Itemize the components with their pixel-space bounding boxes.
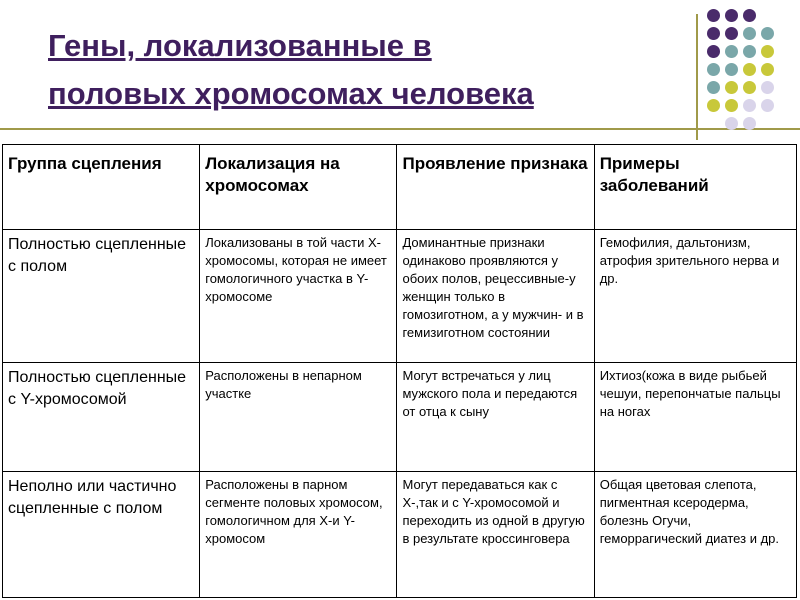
decorative-dot — [707, 99, 720, 112]
decorative-dot — [743, 27, 756, 40]
decorative-dot — [725, 81, 738, 94]
header-linkage-group: Группа сцепления — [3, 145, 200, 230]
decorative-dot — [725, 63, 738, 76]
table-cell: Доминантные признаки одинаково проявляются у обоих полов, рецессивные-у женщин только в гомозиготном, а у мужчин- и в гемизиготном состоянии — [397, 230, 594, 363]
decorative-dot — [743, 81, 756, 94]
table-cell: Локализованы в той части Х-хромосомы, которая не имеет гомологичного участка в Y-хромосоме — [200, 230, 397, 363]
decorative-dot — [707, 117, 720, 130]
table-cell: Общая цветовая слепота, пигментная ксеродерма, болезнь Огучи, геморрагический диатез и др. — [594, 472, 796, 598]
table-cell: Полностью сцепленные с Y-хромосомой — [3, 363, 200, 472]
decorative-dot — [743, 99, 756, 112]
header-trait-manifestation: Проявление признака — [397, 145, 594, 230]
decorative-dot-grid — [707, 9, 775, 131]
table-cell: Расположены в парном сегменте половых хромосом, гомологичном для Х-и Y-хромосом — [200, 472, 397, 598]
decorative-dot — [761, 45, 774, 58]
decorative-dot — [761, 99, 774, 112]
decorative-dot — [725, 99, 738, 112]
decorative-dot — [743, 9, 756, 22]
decorative-dot — [761, 117, 774, 130]
decorative-dot — [761, 63, 774, 76]
table-cell: Могут встречаться у лиц мужского пола и передаются от отца к сыну — [397, 363, 594, 472]
decorative-dot — [743, 63, 756, 76]
decorative-dot — [761, 9, 774, 22]
decorative-dot — [725, 27, 738, 40]
table-cell: Неполно или частично сцепленные с полом — [3, 472, 200, 598]
slide-title-line-2: половых хромосомах человека — [48, 76, 534, 111]
table-cell: Могут передаваться как с Х-,так и с Y-хромосомой и переходить из одной в другую в результате кроссинговера — [397, 472, 594, 598]
decorative-horizontal-rule — [0, 128, 800, 130]
decorative-vertical-rule — [696, 14, 698, 140]
table-header-row — [3, 145, 797, 230]
decorative-dot — [707, 9, 720, 22]
table-row — [3, 472, 797, 598]
table-cell: Ихтиоз(кожа в виде рыбьей чешуи, перепончатые пальцы на ногах — [594, 363, 796, 472]
decorative-dot — [761, 27, 774, 40]
decorative-dot — [743, 117, 756, 130]
decorative-dot — [707, 63, 720, 76]
table-row — [3, 230, 797, 363]
table-cell: Гемофилия, дальтонизм, атрофия зрительного нерва и др. — [594, 230, 796, 363]
decorative-dot — [725, 45, 738, 58]
table-row — [3, 363, 797, 472]
decorative-dot — [707, 27, 720, 40]
table-cell: Полностью сцепленные с полом — [3, 230, 200, 363]
header-localization: Локализация на хромосомах — [200, 145, 397, 230]
linked-genes-table — [2, 144, 797, 598]
decorative-dot — [743, 45, 756, 58]
decorative-dot — [707, 81, 720, 94]
table-cell: Расположены в непарном участке — [200, 363, 397, 472]
header-disease-examples: Примеры заболеваний — [594, 145, 796, 230]
decorative-dot — [761, 81, 774, 94]
decorative-dot — [725, 9, 738, 22]
slide-title-line-1: Гены, локализованные в — [48, 28, 432, 63]
slide-title — [48, 22, 688, 118]
decorative-dot — [707, 45, 720, 58]
decorative-dot — [725, 117, 738, 130]
